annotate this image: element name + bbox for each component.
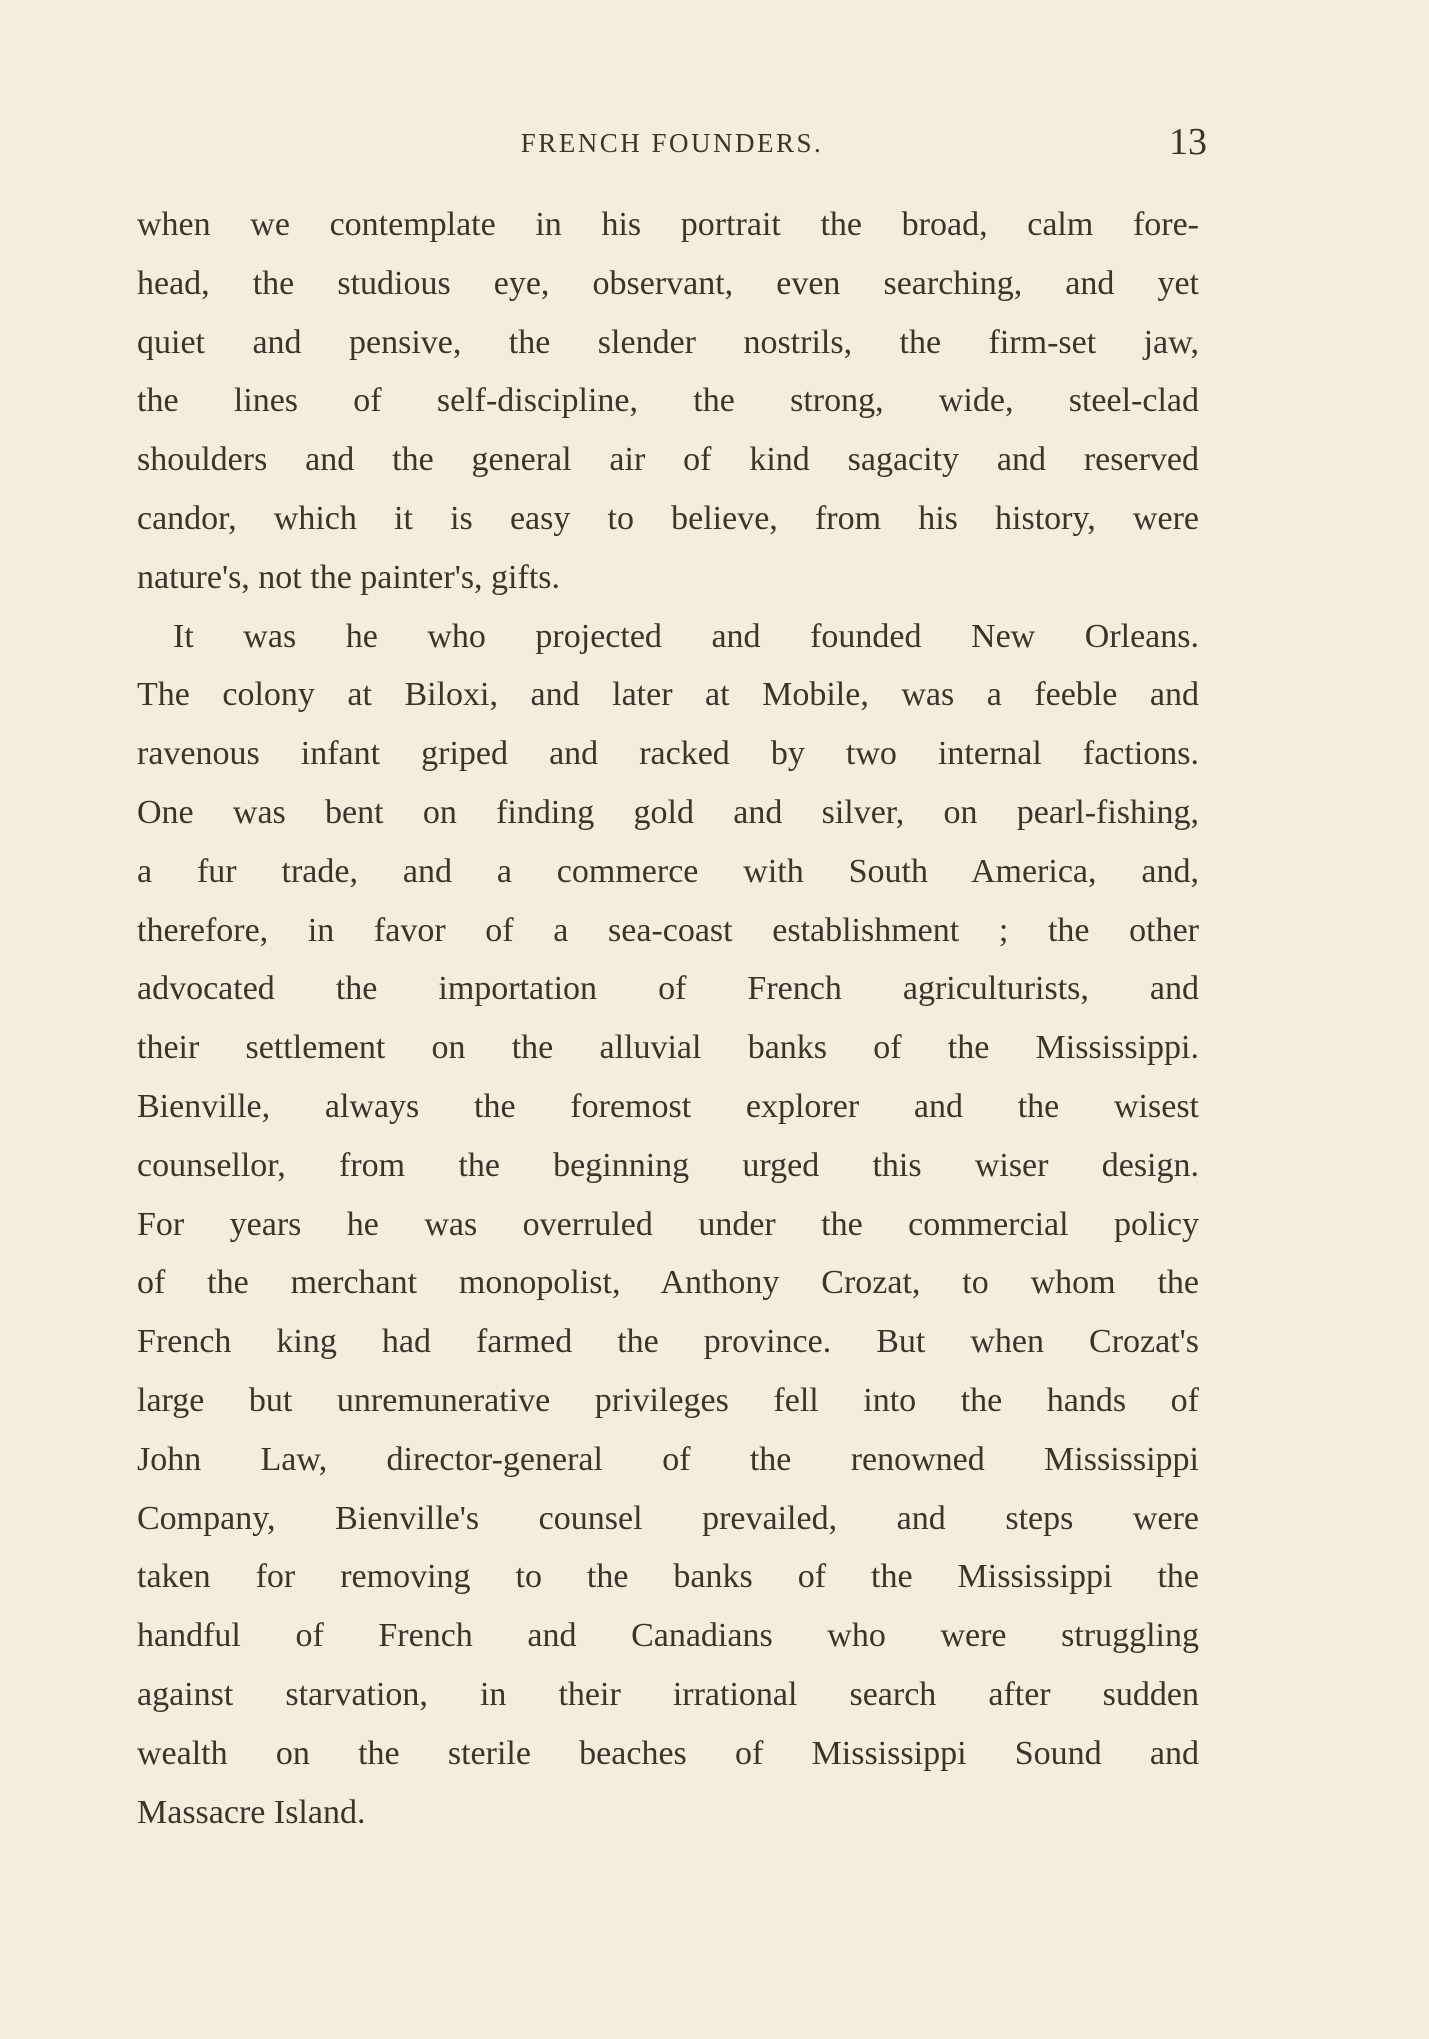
text-line: therefore, in favor of a sea-coast establishment ; the other	[137, 911, 1199, 949]
text-line: John Law, director-general of the renowned Mississippi	[137, 1440, 1199, 1478]
text-line: head, the studious eye, observant, even searching, and yet	[137, 264, 1199, 302]
text-line: of the merchant monopolist, Anthony Crozat, to whom the	[137, 1264, 1199, 1302]
text-line: the lines of self-discipline, the strong, wide, steel-clad	[137, 382, 1199, 420]
text-line: For years he was overruled under the commercial policy	[137, 1205, 1199, 1243]
text-line: a fur trade, and a commerce with South America, and,	[137, 852, 1199, 890]
page-body	[137, 196, 1199, 1842]
text-line: their settlement on the alluvial banks of the Mississippi.	[137, 1029, 1199, 1067]
text-line: when we contemplate in his portrait the broad, calm fore-	[137, 206, 1199, 243]
text-line: handful of French and Canadians who were struggling	[137, 1617, 1199, 1655]
paragraph	[137, 196, 1199, 608]
paragraph	[137, 608, 1199, 1843]
text-line: ravenous infant griped and racked by two internal factions.	[137, 735, 1199, 773]
page-number: 13	[1169, 121, 1207, 163]
text-line: It was he who projected and founded New Orleans.	[173, 617, 1199, 655]
text-line: large but unremunerative privileges fell into the hands of	[137, 1381, 1199, 1419]
text-line: advocated the importation of French agriculturists, and	[137, 970, 1199, 1008]
text-line: quiet and pensive, the slender nostrils, the firm-set jaw,	[137, 323, 1199, 361]
text-line: nature's, not the painter's, gifts.	[137, 558, 560, 596]
text-line: against starvation, in their irrational search after sudden	[137, 1675, 1199, 1713]
text-line: Bienville, always the foremost explorer and the wisest	[137, 1087, 1199, 1125]
text-line: Massacre Island.	[137, 1793, 366, 1831]
text-line: candor, which it is easy to believe, from his history, were	[137, 499, 1199, 537]
text-line: taken for removing to the banks of the Mississippi the	[137, 1558, 1199, 1596]
text-line: shoulders and the general air of kind sagacity and reserved	[137, 441, 1199, 479]
running-head: FRENCH FOUNDERS.	[520, 128, 824, 158]
text-line: wealth on the sterile beaches of Mississippi Sound and	[137, 1734, 1199, 1772]
page-header	[137, 120, 1207, 170]
text-line: counsellor, from the beginning urged this wiser design.	[137, 1146, 1199, 1184]
text-line: The colony at Biloxi, and later at Mobile, was a feeble and	[137, 676, 1199, 714]
text-line: Company, Bienville's counsel prevailed, and steps were	[137, 1499, 1199, 1537]
text-line: One was bent on finding gold and silver, on pearl-fishing,	[137, 793, 1199, 831]
text-line: French king had farmed the province. But when Crozat's	[137, 1323, 1199, 1361]
